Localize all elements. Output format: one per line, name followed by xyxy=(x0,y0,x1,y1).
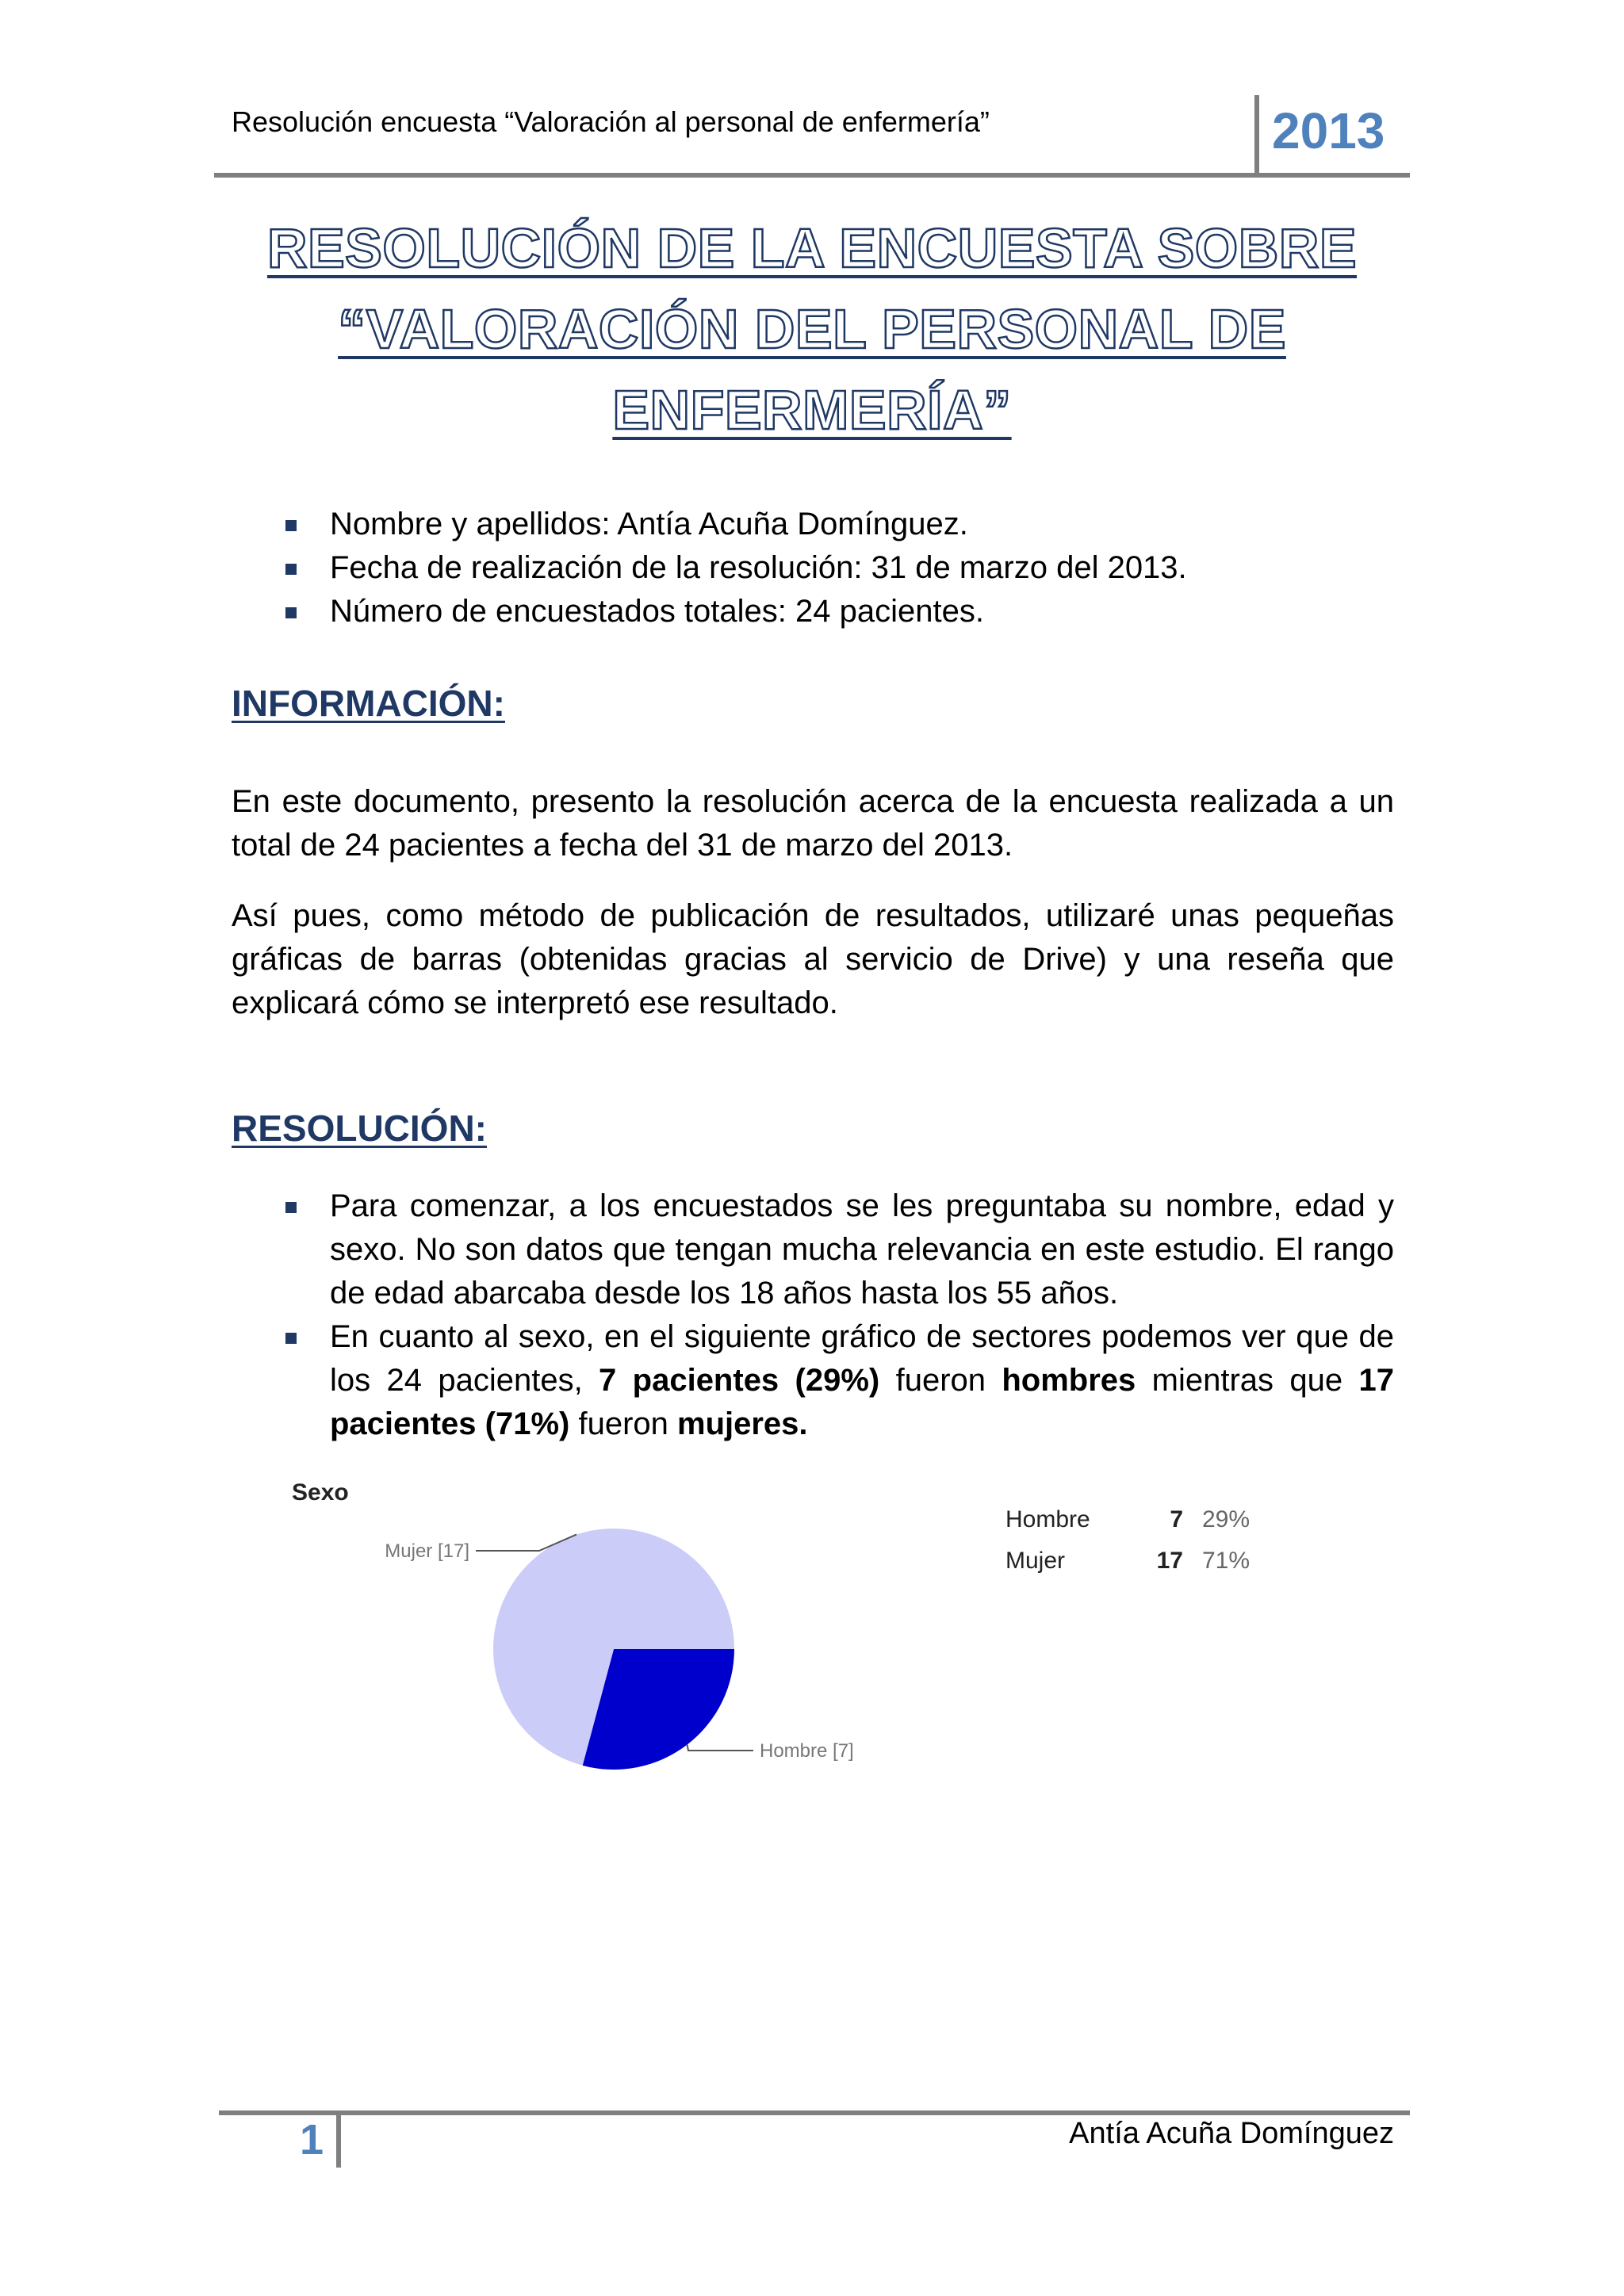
footer-divider xyxy=(336,2112,341,2168)
bullet-square-icon xyxy=(285,520,297,531)
legend-label: Hombre xyxy=(1005,1506,1090,1533)
pie-slice-mujer xyxy=(493,1529,734,1766)
text-run: mientras que xyxy=(1136,1363,1359,1398)
informacion-paragraph-2: Así pues, como método de publicación de resultados, utilizaré unas pequeñas gráficas de barras (obtenidas gracias al servicio de Drive) y una reseña que explicará cómo se interpretó ese resultado. xyxy=(232,898,1394,1020)
resolucion-item xyxy=(232,1184,1394,1315)
bold-run: 17 pacientes (71%) xyxy=(330,1363,1394,1441)
slice-label-leader xyxy=(476,1534,576,1551)
page-number: 1 xyxy=(300,2116,324,2164)
resolucion-item-text: Para comenzar, a los encuestados se les preguntaba su nombre, edad y sexo. No son datos que tengan mucha relevancia en este estudio. El rango de edad abarcaba desde los 18 años hasta los 55 años. xyxy=(330,1188,1394,1311)
header-year: 2013 xyxy=(1272,102,1385,159)
meta-list xyxy=(232,503,1394,633)
chart-title: Sexo xyxy=(292,1479,349,1506)
bullet-square-icon xyxy=(285,564,297,575)
bullet-square-icon xyxy=(285,607,297,618)
document-title xyxy=(214,208,1410,450)
legend-count: 17 xyxy=(1156,1548,1183,1574)
bold-run: 7 pacientes (29%) xyxy=(599,1363,880,1398)
bullet-square-icon xyxy=(285,1202,297,1213)
text-run: fueron xyxy=(879,1363,1002,1398)
legend-percent: 71% xyxy=(1202,1548,1251,1574)
legend-percent: 29% xyxy=(1202,1506,1251,1533)
meta-item xyxy=(232,546,1394,590)
legend-label: Mujer xyxy=(1005,1548,1066,1574)
informacion-heading: INFORMACIÓN: xyxy=(232,683,505,724)
resolucion-item-text xyxy=(330,1319,1394,1441)
slice-label: Hombre [7] xyxy=(760,1740,854,1762)
title-line-1: RESOLUCIÓN DE LA ENCUESTA SOBRE xyxy=(266,217,1358,279)
meta-item xyxy=(232,590,1394,633)
footer-author: Antía Acuña Domínguez xyxy=(1069,2117,1394,2150)
header-rule xyxy=(214,173,1410,178)
informacion-paragraph-1: En este documento, presento la resolución acerca de la encuesta realizada a un total de 24 pacientes a fecha del 31 de marzo del 2013. xyxy=(232,784,1394,863)
slice-label-leader xyxy=(688,1745,753,1751)
resolucion-item xyxy=(232,1315,1394,1446)
title-line-3: ENFERMERÍA” xyxy=(612,379,1012,441)
legend-count: 7 xyxy=(1170,1506,1183,1533)
header-title: Resolución encuesta “Valoración al personal de enfermería” xyxy=(232,105,990,138)
bold-run: mujeres. xyxy=(677,1406,808,1441)
bold-run: hombres xyxy=(1002,1363,1136,1398)
bullet-square-icon xyxy=(285,1333,297,1344)
title-line-2: “VALORACIÓN DEL PERSONAL DE xyxy=(338,298,1286,360)
meta-item-text: Número de encuestados totales: 24 pacientes. xyxy=(330,594,984,629)
footer-rule xyxy=(219,2110,1410,2115)
meta-item xyxy=(232,503,1394,546)
resolucion-heading: RESOLUCIÓN: xyxy=(232,1108,487,1149)
pie-slice-hombre xyxy=(583,1649,734,1770)
text-run: En cuanto al sexo, en el siguiente gráfico de sectores podemos ver que de los 24 pacientes, xyxy=(330,1319,1394,1398)
slice-label: Mujer [17] xyxy=(385,1540,469,1562)
meta-item-text: Fecha de realización de la resolución: 31 de marzo del 2013. xyxy=(330,550,1187,585)
header-divider xyxy=(1254,95,1259,174)
text-run: fueron xyxy=(569,1406,677,1441)
resolucion-list xyxy=(232,1184,1394,1446)
meta-item-text: Nombre y apellidos: Antía Acuña Domínguez. xyxy=(330,507,968,541)
